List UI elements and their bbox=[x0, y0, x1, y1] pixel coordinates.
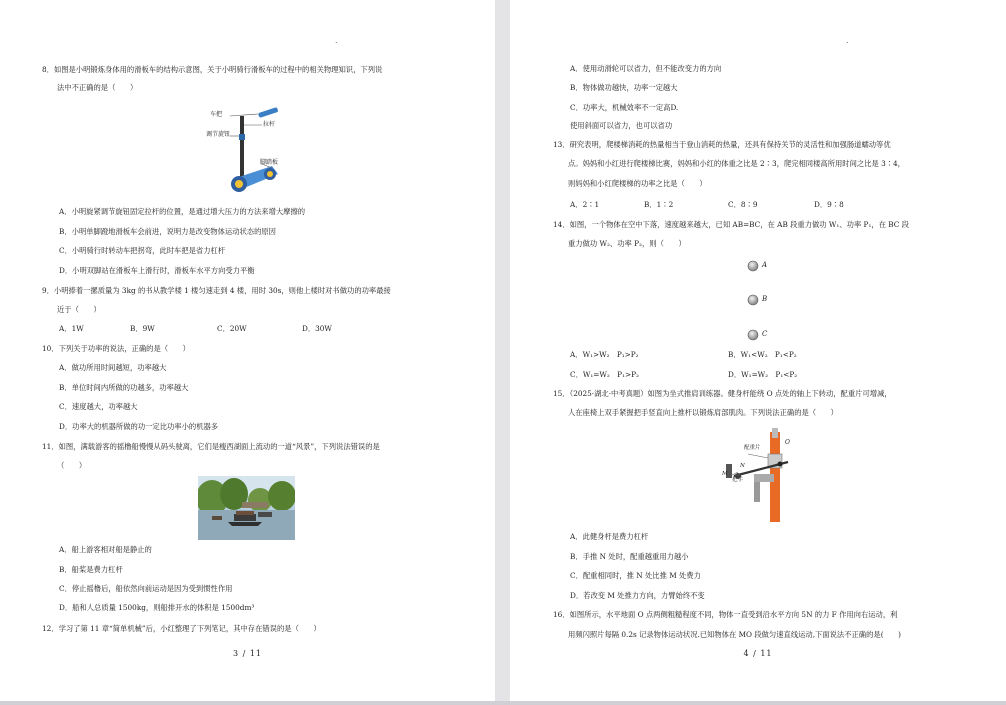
q14-option-a: A．W₁>W₂ P₁>P₂ bbox=[570, 350, 639, 359]
q13-option-a: A．2∶1 bbox=[570, 200, 600, 209]
q8-option-d: D．小明双脚站在滑板车上滑行时，滑板车水平方向受力平衡 bbox=[59, 266, 255, 275]
q10-option-c: C．速度越大，功率越大 bbox=[59, 402, 138, 411]
scooter-figure bbox=[200, 104, 300, 200]
q8-option-c: C．小明骑行时转动车把拐弯，此时车把是省力杠杆 bbox=[59, 246, 226, 255]
q12-option-b: B．物体做功越快，功率一定越大 bbox=[570, 83, 678, 92]
q13-stem-cont1: 点。妈妈和小红进行爬楼梯比赛，妈妈和小红的体重之比是 2∶3，爬完相同楼高所用时间之比是 3∶4， bbox=[568, 159, 905, 168]
q9-option-c: C．20W bbox=[217, 324, 247, 333]
document-page-3 bbox=[0, 0, 495, 701]
point-b-label: B bbox=[762, 295, 768, 303]
q14-stem-cont: 重力做功 W₂、功率 P₂，则（ ） bbox=[568, 239, 686, 248]
header-dot: . bbox=[335, 36, 338, 45]
q10-option-a: A．做功所用时间越短，功率越大 bbox=[59, 363, 167, 372]
q9-option-a: A．1W bbox=[59, 324, 84, 333]
label-handlebar: 车把 bbox=[210, 111, 223, 118]
q9-option-b: B．9W bbox=[130, 324, 155, 333]
document-page-4 bbox=[510, 0, 1006, 701]
q15-option-a: A．此健身杆是费力杠杆 bbox=[570, 532, 649, 541]
q8-stem-cont: 法中不正确的是（ ） bbox=[57, 83, 138, 92]
q14-option-b: B．W₁<W₂ P₁<P₂ bbox=[728, 350, 797, 359]
q13-stem-cont2: 则妈妈和小红爬楼梯的功率之比是（ ） bbox=[568, 179, 707, 188]
q9-stem-cont: 近于（ ） bbox=[57, 305, 101, 314]
q14-option-d: D．W₁=W₂ P₁<P₂ bbox=[728, 370, 798, 379]
q14-option-c: C．W₁=W₂ P₁>P₂ bbox=[570, 370, 639, 379]
q15-stem: 15．（2025·湖北·中考真题）如图为坐式推肩训练器。健身杆能绕 O 点处的轴上下转动，配重片可增减， bbox=[553, 389, 892, 398]
q12-stem: 12．学习了第 11 章“简单机械”后，小红整理了下列笔记，其中存在错误的是（ ） bbox=[42, 624, 321, 633]
q11-option-a: A．船上游客相对船是静止的 bbox=[59, 545, 152, 554]
q8-stem: 8．如图是小明锻炼身体用的滑板车的结构示意图，关于小明骑行滑板车的过程中的相关物理知识，下列说 bbox=[42, 65, 383, 74]
q10-option-d: D．功率大的机器所做的功一定比功率小的机器多 bbox=[59, 422, 219, 431]
viewer-bottom-edge bbox=[0, 701, 1006, 705]
q12-option-c: C．功率大，机械效率不一定高D. bbox=[570, 103, 679, 112]
q11-stem: 11．如图，满载游客的摇橹船慢慢从码头驶离，它们是瘦西湖面上流动的一道“风景”，下列说法错误的是 bbox=[42, 442, 380, 451]
q8-option-b: B．小明单脚蹬地滑板车会前进，说明力是改变物体运动状态的原因 bbox=[59, 227, 276, 236]
q9-stem: 9．小明捧着一摞质量为 3kg 的书从教学楼 1 楼匀速走到 4 楼，用时 30s，则他上楼时对书做功的功率最接 bbox=[42, 286, 391, 295]
q13-stem: 13．研究表明，爬楼梯消耗的热量相当于登山消耗的热量，还具有保持关节的灵活性和加强肠道蠕动等优 bbox=[553, 140, 891, 149]
q11-option-d: D．船和人总质量 1500kg，则船排开水的体积是 1500dm³ bbox=[59, 603, 255, 612]
shoulder-press-machine-figure bbox=[724, 424, 804, 524]
q16-stem-cont: 用频闪照片每隔 0.2s 记录物体运动状况.已知物体在 MO 段做匀速直线运动,下面说法不正确的是( ) bbox=[568, 630, 901, 639]
q11-option-c: C．停止摇橹后，船依然向前运动是因为受到惯性作用 bbox=[59, 584, 233, 593]
page-number: 4 / 11 bbox=[743, 649, 773, 658]
label-weight-plate: 配重片 bbox=[744, 445, 761, 451]
q11-stem-cont: （ ） bbox=[57, 461, 87, 470]
page-number: 3 / 11 bbox=[232, 649, 263, 658]
q12-option-a: A．使用动滑轮可以省力，但不能改变力的方向 bbox=[570, 64, 722, 73]
q13-option-b: B．1∶2 bbox=[644, 200, 674, 209]
point-c-label: C bbox=[762, 330, 768, 338]
page-gap bbox=[495, 0, 510, 701]
q10-option-b: B．单位时间内所做的功越多，功率越大 bbox=[59, 383, 189, 392]
q13-option-c: C．8∶9 bbox=[728, 200, 758, 209]
label-knob: 调节旋钮 bbox=[206, 131, 231, 138]
q15-option-c: C．配重相同时，推 N 处比推 M 处费力 bbox=[570, 571, 701, 580]
q10-stem: 10．下列关于功率的说法，正确的是（ ） bbox=[42, 344, 190, 353]
label-footboard: 脚踏板 bbox=[260, 159, 279, 166]
boat-lake-photo bbox=[198, 476, 295, 540]
q16-stem: 16．如图所示，水平地面 O 点两侧粗糙程度不同，物体一直受到沿水平方向 5N 的力 F 作用向右运动，利 bbox=[553, 610, 898, 619]
label-pull-rod: 拉杆 bbox=[263, 121, 276, 128]
label-n: N bbox=[740, 463, 745, 469]
label-m: M bbox=[722, 471, 728, 477]
point-a-label: A bbox=[762, 261, 768, 269]
q14-stem: 14．如图，一个物体在空中下落，速度越来越大，已知 AB=BC，在 AB 段重力做功 W₁、功率 P₁，在 BC 段 bbox=[553, 220, 910, 229]
q15-option-b: B．手推 N 处时，配重越重用力越小 bbox=[570, 552, 689, 561]
label-handle: 把手 bbox=[732, 477, 744, 483]
q13-option-d: D．9∶8 bbox=[814, 200, 844, 209]
q11-option-b: B．船桨是费力杠杆 bbox=[59, 565, 123, 574]
header-dot: . bbox=[846, 36, 849, 45]
q12-option-d: 使用斜面可以省力，也可以省功 bbox=[570, 121, 673, 130]
q9-option-d: D．30W bbox=[302, 324, 332, 333]
q8-option-a: A．小明旋紧调节旋钮固定拉杆的位置，是通过增大压力的方法来增大摩擦的 bbox=[59, 207, 306, 216]
q15-stem-cont: 人在座椅上双手紧握把手竖直向上推杆以锻炼肩部肌肉。下列说法正确的是（ ） bbox=[568, 408, 838, 417]
label-o: O bbox=[785, 439, 790, 446]
q15-option-d: D．若改变 M 处推力方向，力臂始终不变 bbox=[570, 591, 705, 600]
